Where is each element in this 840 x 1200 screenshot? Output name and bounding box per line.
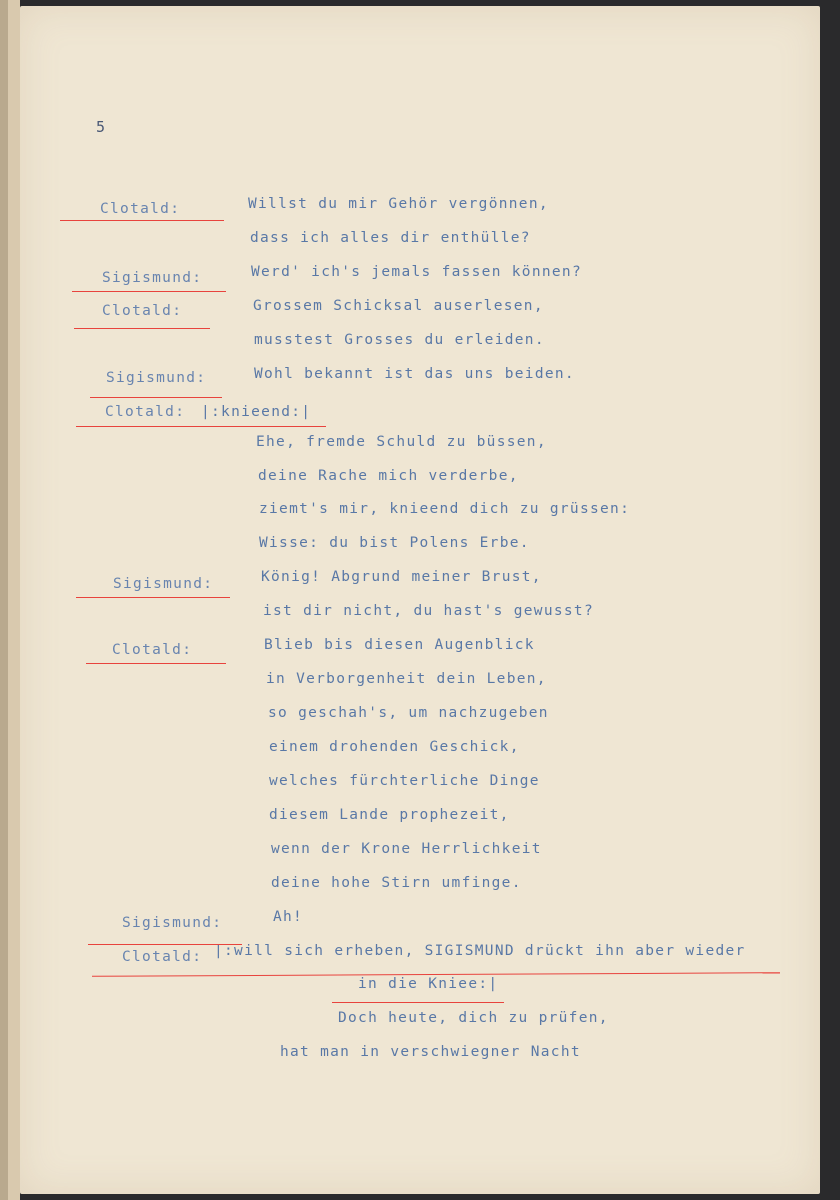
verse-line: einem drohenden Geschick, [269,739,520,755]
verse-line: Doch heute, dich zu prüfen, [338,1010,609,1026]
verse-line: Blieb bis diesen Augenblick [264,637,535,653]
speaker-label: Clotald: [105,404,186,420]
verse-line: musstest Grosses du erleiden. [254,332,545,348]
speaker-label: Sigismund: [113,576,214,592]
verse-line: Grossem Schicksal auserlesen, [253,298,544,314]
verse-line: Wisse: du bist Polens Erbe. [259,535,530,551]
red-underline [332,1002,504,1003]
stage-direction: |:knieend:| [201,404,312,420]
verse-line: Werd' ich's jemals fassen können? [251,264,582,280]
speaker-label: Clotald: [112,642,193,658]
speaker-label: Clotald: [100,201,181,217]
verse-line: Ah! [273,909,304,925]
background-edge-shadow [0,0,8,1200]
red-underline [90,397,222,398]
verse-line: deine hohe Stirn umfinge. [271,875,522,891]
verse-line: deine Rache mich verderbe, [258,468,519,484]
stage-direction: |:will sich erheben, SIGISMUND drückt ihn aber wieder [214,943,746,959]
red-underline [76,597,230,598]
speaker-label: Sigismund: [122,915,223,931]
verse-line: so geschah's, um nachzugeben [268,705,549,721]
speaker-label: Sigismund: [106,370,207,386]
verse-line: ist dir nicht, du hast's gewusst? [263,603,594,619]
red-underline [72,291,226,292]
red-underline [74,328,210,329]
stage-direction: in die Kniee:| [358,976,499,992]
red-underline [86,663,226,664]
verse-line: Wohl bekannt ist das uns beiden. [254,366,575,382]
document-page [20,6,820,1194]
speaker-label: Clotald: [122,949,203,965]
red-underline [76,426,326,427]
verse-line: ziemt's mir, knieend dich zu grüssen: [259,501,631,517]
verse-line: Willst du mir Gehör vergönnen, [248,196,549,212]
verse-line: welches fürchterliche Dinge [269,773,540,789]
verse-line: wenn der Krone Herrlichkeit [271,841,542,857]
red-underline [88,944,242,945]
verse-line: hat man in verschwiegner Nacht [280,1044,581,1060]
verse-line: dass ich alles dir enthülle? [250,230,531,246]
verse-line: in Verborgenheit dein Leben, [266,671,547,687]
page-number: 5 [96,118,107,136]
speaker-label: Clotald: [102,303,183,319]
red-underline [60,220,224,221]
verse-line: diesem Lande prophezeit, [269,807,510,823]
verse-line: König! Abgrund meiner Brust, [261,569,542,585]
speaker-label: Sigismund: [102,270,203,286]
verse-line: Ehe, fremde Schuld zu büssen, [256,434,547,450]
